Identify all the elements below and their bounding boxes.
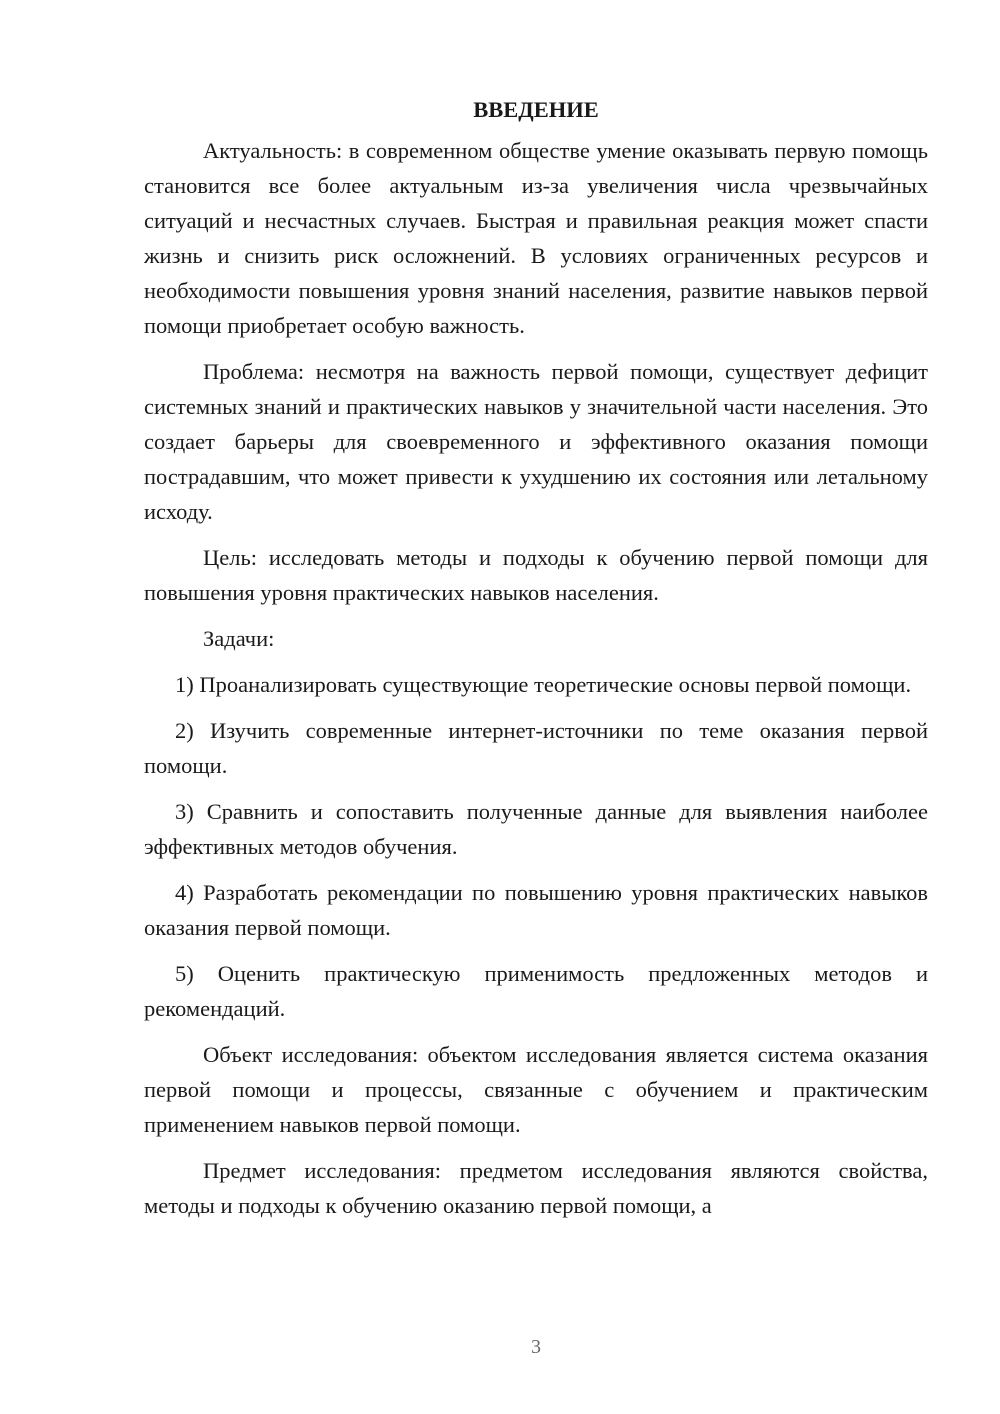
page-content [144, 91, 928, 1223]
tasks-heading: Задачи: [203, 626, 275, 651]
object-paragraph: Объект исследования: объектом исследования является система оказания первой помощи и процессы, связанные с обучением и практическим применением навыков первой помощи. [144, 1042, 928, 1137]
section-heading: ВВЕДЕНИЕ [473, 97, 599, 122]
page-number: 3 [531, 1336, 541, 1358]
relevance-paragraph: Актуальность: в современном обществе умение оказывать первую помощь становится все более актуальным из-за увеличения числа чрезвычайных ситуаций и несчастных случаев. Быстрая и правильная реакция может спасти жизнь и снизить риск осложнений. В условиях ограниченных ресурсов и необходимости повышения уровня знаний населения, развитие навыков первой помощи приобретает особую важность. [144, 138, 928, 338]
task-item: 5) Оценить практическую применимость предложенных методов и рекомендаций. [144, 961, 928, 1021]
task-item: 2) Изучить современные интернет-источники по теме оказания первой помощи. [144, 718, 928, 778]
task-item: 3) Сравнить и сопоставить полученные данные для выявления наиболее эффективных методов обучения. [144, 799, 928, 859]
subject-paragraph: Предмет исследования: предметом исследования являются свойства, методы и подходы к обучению оказанию первой помощи, а [144, 1158, 928, 1218]
problem-paragraph: Проблема: несмотря на важность первой помощи, существует дефицит системных знаний и практических навыков у значительной части населения. Это создает барьеры для своевременного и эффективного оказания помощи пострадавшим, что может привести к ухудшению их состояния или летальному исходу. [144, 359, 928, 524]
task-item: 1) Проанализировать существующие теоретические основы первой помощи. [175, 672, 912, 697]
task-item: 4) Разработать рекомендации по повышению уровня практических навыков оказания первой помощи. [144, 880, 928, 940]
goal-paragraph: Цель: исследовать методы и подходы к обучению первой помощи для повышения уровня практических навыков населения. [144, 545, 928, 605]
